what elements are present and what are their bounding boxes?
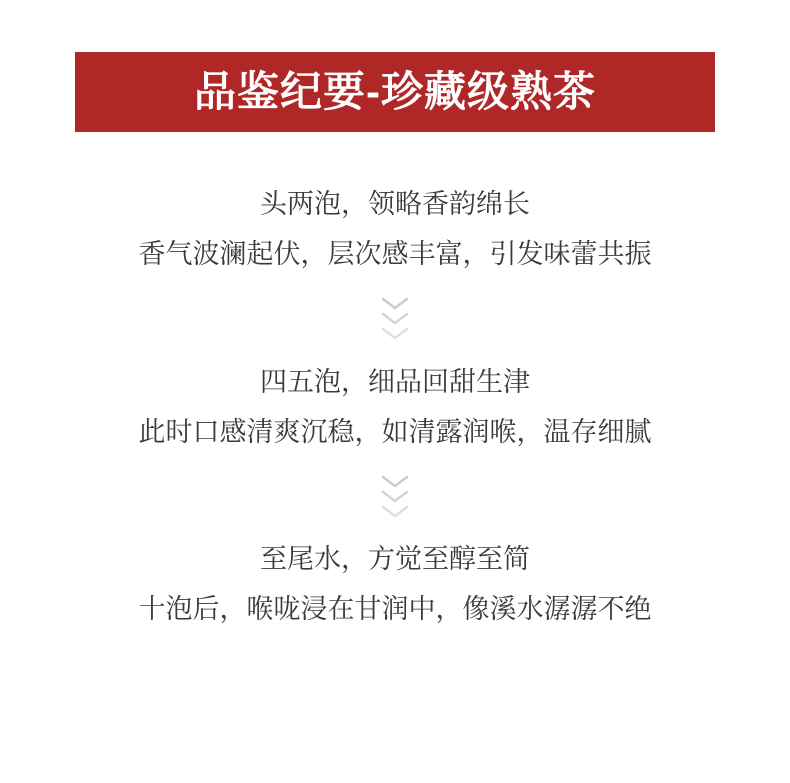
chevron-down-icon	[381, 312, 409, 325]
section-heading: 至尾水，方觉至醇至简	[260, 544, 530, 575]
section-final-brew	[0, 539, 790, 631]
chevron-down-icon	[381, 475, 409, 488]
chevron-stack	[381, 297, 409, 340]
chevron-down-icon	[381, 297, 409, 310]
chevron-down-icon	[381, 505, 409, 518]
section-description: 香气波澜起伏，层次感丰富，引发味蕾共振	[138, 238, 652, 269]
section-heading: 四五泡，细品回甜生津	[260, 366, 530, 397]
page-title: 品鉴纪要-珍藏级熟茶	[194, 68, 596, 115]
divider-2	[381, 453, 409, 539]
sections-container	[0, 184, 790, 631]
chevron-stack	[381, 475, 409, 518]
chevron-down-icon	[381, 490, 409, 503]
title-banner	[75, 52, 715, 132]
divider-1	[381, 276, 409, 362]
section-heading: 头两泡，领略香韵绵长	[260, 189, 530, 219]
chevron-down-icon	[381, 327, 409, 340]
section-description: 此时口感清爽沉稳，如清露润喉，温存细腻	[138, 416, 652, 447]
section-first-brew	[0, 184, 790, 276]
section-middle-brew	[0, 362, 790, 454]
section-description: 十泡后，喉咙浸在甘润中，像溪水潺潺不绝	[138, 594, 652, 625]
